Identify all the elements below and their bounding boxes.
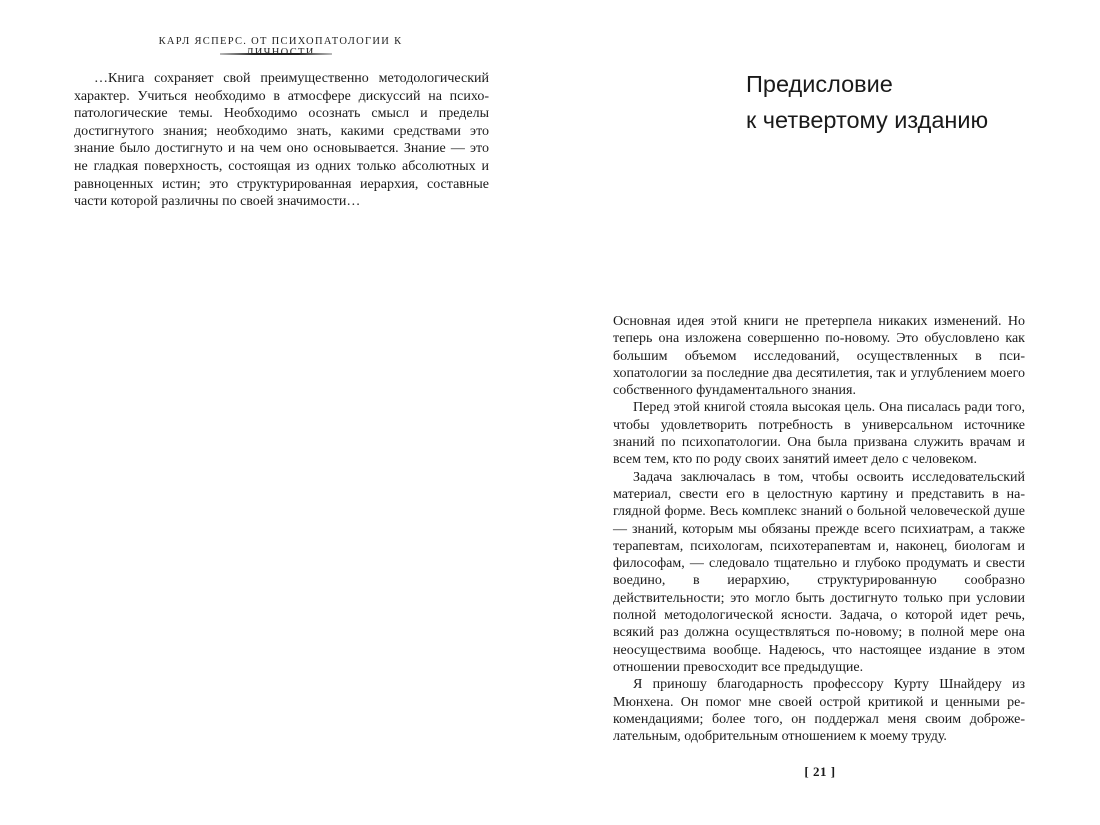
paragraph: Задача заключалась в том, чтобы освоить исследовательский материал, свести его в целостную картину и представить в наглядной форме. Весь комплекс знаний о больной человеческой душе — знаний, которым мы обязаны прежде всего психиатрам, а также терапевтам, психологам, психотерапевтам и, наконец, биологам и философам, — следовало тщательно и глубоко продумать и свести воедино, в иерархию, структурированную сообразно действительности; это могло быть достигнуто только при условии полной методологической ясности. Задача, о которой идет речь, всякий раз должна осуществляться по-новому; в полной мере она неосуществима вообще. Надеюсь, что настоящее издание в этом отношении превосходит все предыдущие. (613, 469, 1025, 675)
epigraph-text: …Книга сохраняет свой преимущественно методологический характер. Учиться необходимо в атмосфере дискуссий на психопатологические темы. Необходимо осознать смысл и пределы достигнутого знания; необходимо знать, какими средствами это знание было достигнуто и на чем оно основывается. Знание — это не гладкая поверхность, состоящая из одних только абсолютных и равноценных истин; это структурированная иерархия, составные части которой различны по своей значимости… (74, 71, 489, 210)
running-head: КАРЛ ЯСПЕРС. ОТ ПСИХОПАТОЛОГИИ К (158, 36, 403, 47)
chapter-title-line-1: Предисловие (746, 71, 893, 97)
epigraph (74, 70, 489, 211)
paragraph: Основная идея этой книги не претерпела никаких изменений. Но теперь она изложена совершенно по-новому. Это обусловлено как большим объемом исследований, осуществленных в психопатологии за последние два десятилетия, так и углублением моего собственного фундаментального знания. (613, 314, 1025, 399)
running-head-rule (220, 53, 332, 55)
chapter-title (746, 66, 1086, 138)
page-number: [ 21 ] (804, 764, 836, 779)
right-page (550, 0, 1100, 825)
paragraph: Перед этой книгой стояла высокая цель. Она писалась ради того, чтобы удовлетворить потребность в универсальном источнике знаний по психопатологии. Она была призвана служить врачам и всем тем, кто по роду своих занятий имеет дело с человеком. (613, 400, 1025, 468)
chapter-title-line-2: к четвертому изданию (746, 107, 989, 133)
paragraph: Я приношу благодарность профессору Курту Шнайдеру из Мюнхена. Он помог мне своей острой критикой и ценными рекомендациями; более того, он поддержал меня своим доброжелательным, одобрительным отношением к моему труду. (613, 677, 1025, 745)
body-text (613, 313, 1025, 745)
